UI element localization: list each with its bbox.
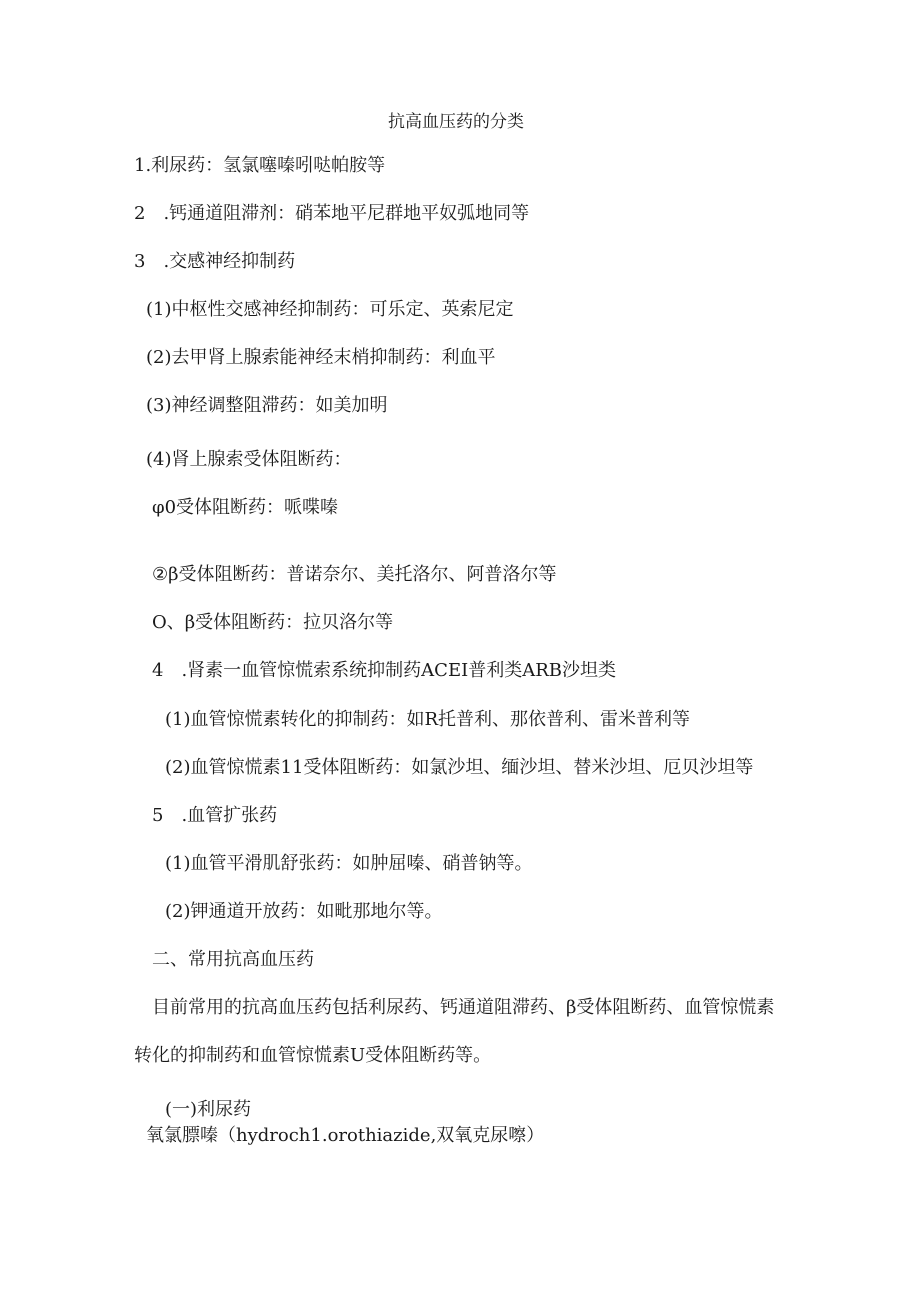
paragraph-line-1: 目前常用的抗高血压药包括利尿药、钙通道阻滞药、β受体阻断药、血管惊慌素	[152, 997, 775, 1018]
paragraph-line-2: 转化的抑制药和血管惊慌素U受体阻断药等。	[134, 1045, 492, 1066]
text-line-5: (2)去甲肾上腺索能神经末梢抑制药：利血平	[146, 347, 496, 368]
document-title: 抗高血压药的分类	[388, 112, 524, 132]
text-line-15: (1)血管平滑肌舒张药：如肿屈嗪、硝普钠等。	[165, 853, 533, 874]
text-line-8: φ0受体阻断药：哌喋嗪	[152, 497, 339, 518]
text-line-9: ②β受体阻断药：普诺奈尔、美托洛尔、阿普洛尔等	[152, 564, 557, 585]
text-line-16: (2)钾通道开放药：如毗那地尔等。	[165, 901, 443, 922]
text-line-6: (3)神经调整阻滞药：如美加明	[146, 395, 388, 416]
text-line-2: 2 .钙通道阻滞剂：硝苯地平尼群地平奴弧地同等	[134, 203, 530, 224]
text-line-12: (1)血管惊慌素转化的抑制药：如R托普利、那依普利、雷米普利等	[165, 709, 691, 730]
text-line-1: 1.利尿药：氢氯噻嗪吲哒帕胺等	[134, 155, 386, 176]
text-line-11: 4 .肾素一血管惊慌索系统抑制药ACEI普利类ARB沙坦类	[152, 660, 616, 681]
subsection-heading: (一)利尿药	[165, 1099, 252, 1120]
text-line-4: (1)中枢性交感神经抑制药：可乐定、英索尼定	[146, 299, 514, 320]
text-line-13: (2)血管惊慌素11受体阻断药：如氯沙坦、缅沙坦、替米沙坦、厄贝沙坦等	[165, 757, 754, 778]
section-heading: 二、常用抗高血压药	[152, 949, 314, 970]
text-line-3: 3 .交感神经抑制药	[134, 251, 296, 272]
drug-name-line: 氧氯膘嗪（hydroch1.orothiazide,双氧克尿嚓）	[146, 1125, 545, 1146]
text-line-10: O、β受体阻断药：拉贝洛尔等	[152, 612, 394, 633]
text-line-7: (4)肾上腺索受体阻断药：	[146, 449, 352, 470]
text-line-14: 5 .血管扩张药	[152, 805, 278, 826]
